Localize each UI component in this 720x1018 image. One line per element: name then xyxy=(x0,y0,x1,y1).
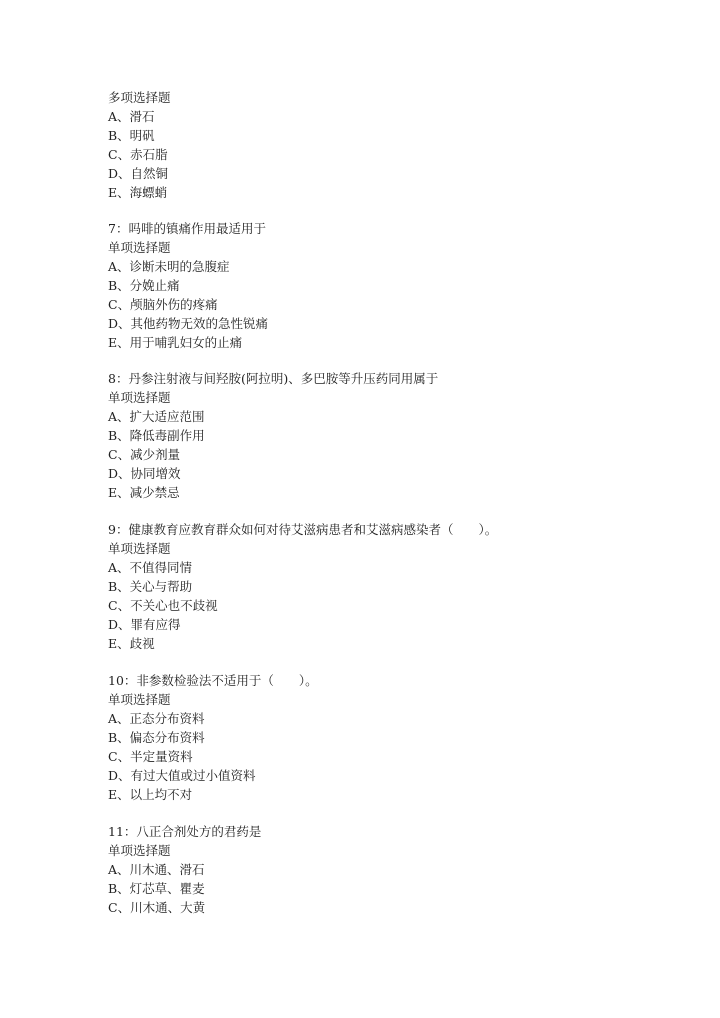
option-c: C、半定量资料 xyxy=(108,749,193,764)
option-d: D、协同增效 xyxy=(108,466,181,481)
question-type-label: 多项选择题 xyxy=(108,90,171,105)
option-b: B、分娩止痛 xyxy=(108,278,180,293)
option-d: D、有过大值或过小值资料 xyxy=(108,768,256,783)
question-type-label: 单项选择题 xyxy=(108,692,171,707)
option-d: D、其他药物无效的急性锐痛 xyxy=(108,316,269,331)
option-a: A、诊断未明的急腹症 xyxy=(108,259,230,274)
question-type-label: 单项选择题 xyxy=(108,390,171,405)
option-d: D、自然铜 xyxy=(108,166,169,181)
question-block xyxy=(108,88,668,202)
option-c: C、颅脑外伤的疼痛 xyxy=(108,297,218,312)
question-block xyxy=(108,520,668,653)
option-e: E、海螵蛸 xyxy=(108,185,168,200)
option-a: A、滑石 xyxy=(108,109,155,124)
question-block xyxy=(108,671,668,804)
question-type-label: 单项选择题 xyxy=(108,240,171,255)
option-b: B、降低毒副作用 xyxy=(108,428,205,443)
option-b: B、明矾 xyxy=(108,128,155,143)
option-b: B、灯芯草、瞿麦 xyxy=(108,881,205,896)
question-type-label: 单项选择题 xyxy=(108,843,171,858)
option-c: C、赤石脂 xyxy=(108,147,168,162)
question-block xyxy=(108,369,668,502)
question-text: 8：丹参注射液与间羟胺(阿拉明)、多巴胺等升压药同用属于 xyxy=(108,371,439,386)
question-text: 10：非参数检验法不适用于（ ）。 xyxy=(108,673,318,688)
option-a: A、川木通、滑石 xyxy=(108,862,205,877)
option-a: A、正态分布资料 xyxy=(108,711,205,726)
option-c: C、不关心也不歧视 xyxy=(108,598,218,613)
question-text: 11：八正合剂处方的君药是 xyxy=(108,824,262,839)
question-block xyxy=(108,219,668,352)
question-block xyxy=(108,822,668,917)
question-type-label: 单项选择题 xyxy=(108,541,171,556)
option-a: A、扩大适应范围 xyxy=(108,409,205,424)
question-text: 9：健康教育应教育群众如何对待艾滋病患者和艾滋病感染者（ ）。 xyxy=(108,522,498,537)
option-b: B、偏态分布资料 xyxy=(108,730,205,745)
option-c: C、减少剂量 xyxy=(108,447,181,462)
option-a: A、不值得同情 xyxy=(108,560,193,575)
option-e: E、用于哺乳妇女的止痛 xyxy=(108,335,243,350)
option-d: D、罪有应得 xyxy=(108,617,181,632)
option-b: B、关心与帮助 xyxy=(108,579,193,594)
question-text: 7：吗啡的镇痛作用最适用于 xyxy=(108,221,266,236)
option-e: E、减少禁忌 xyxy=(108,485,180,500)
option-e: E、以上均不对 xyxy=(108,787,193,802)
option-c: C、川木通、大黄 xyxy=(108,900,206,915)
option-e: E、歧视 xyxy=(108,636,155,651)
